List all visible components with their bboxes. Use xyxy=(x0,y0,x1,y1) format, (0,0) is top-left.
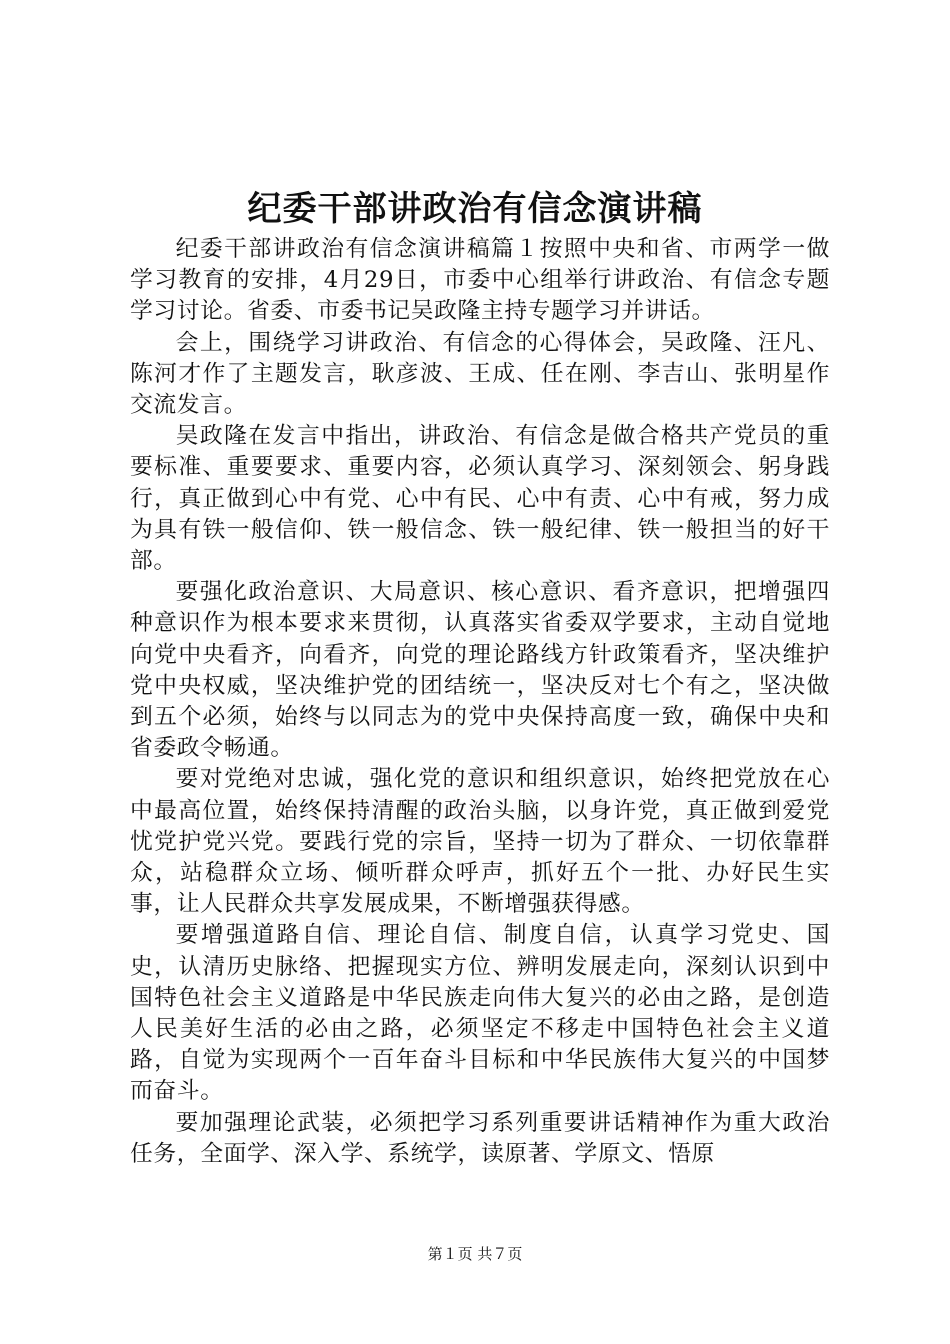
document-title: 纪委干部讲政治有信念演讲稿 xyxy=(247,189,703,229)
paragraph-7: 要加强理论武装，必须把学习系列重要讲话精神作为重大政治任务，全面学、深入学、系统学，读原著、学原文、悟原 xyxy=(130,1109,830,1167)
paragraph-4: 要强化政治意识、大局意识、核心意识、看齐意识，把增强四种意识作为根本要求来贯彻，认真落实省委双学要求，主动自觉地向党中央看齐，向看齐，向党的理论路线方针政策看齐，坚决维护党中央权威，坚决维护党的团结统一，坚决反对七个有之，坚决做到五个必须，始终与以同志为的党中央保持高度一致，确保中央和省委政令畅通。 xyxy=(130,579,830,762)
paragraph-3: 吴政隆在发言中指出，讲政治、有信念是做合格共产党员的重要标准、重要要求、重要内容，必须认真学习、深刻领会、躬身践行，真正做到心中有党、心中有民、心中有责、心中有戒，努力成为具有铁一般信仰、铁一般信念、铁一般纪律、铁一般担当的好干部。 xyxy=(130,423,830,575)
paragraph-6: 要增强道路自信、理论自信、制度自信，认真学习党史、国史，认清历史脉络、把握现实方位、辨明发展走向，深刻认识到中国特色社会主义道路是中华民族走向伟大复兴的必由之路，是创造人民美好生活的必由之路，必须坚定不移走中国特色社会主义道路，自觉为实现两个一百年奋斗目标和中华民族伟大复兴的中国梦而奋斗。 xyxy=(130,922,830,1105)
paragraph-5: 要对党绝对忠诚，强化党的意识和组织意识，始终把党放在心中最高位置，始终保持清醒的政治头脑，以身许党，真正做到爱党忧党护党兴党。要践行党的宗旨，坚持一切为了群众、一切依靠群众，站稳群众立场、倾听群众呼声，抓好五个一批、办好民生实事，让人民群众共享发展成果，不断增强获得感。 xyxy=(130,766,830,918)
paragraph-2: 会上，围绕学习讲政治、有信念的心得体会，吴政隆、汪凡、陈河才作了主题发言，耿彦波、王成、任在刚、李吉山、张明星作交流发言。 xyxy=(130,329,830,419)
document-body xyxy=(130,234,830,1170)
paragraph-1: 纪委干部讲政治有信念演讲稿篇１按照中央和省、市两学一做学习教育的安排，4月29日，市委中心组举行讲政治、有信念专题学习讨论。省委、市委书记吴政隆主持专题学习并讲话。 xyxy=(130,236,830,325)
page-number-footer: 第１页 共７页 xyxy=(427,1245,523,1263)
